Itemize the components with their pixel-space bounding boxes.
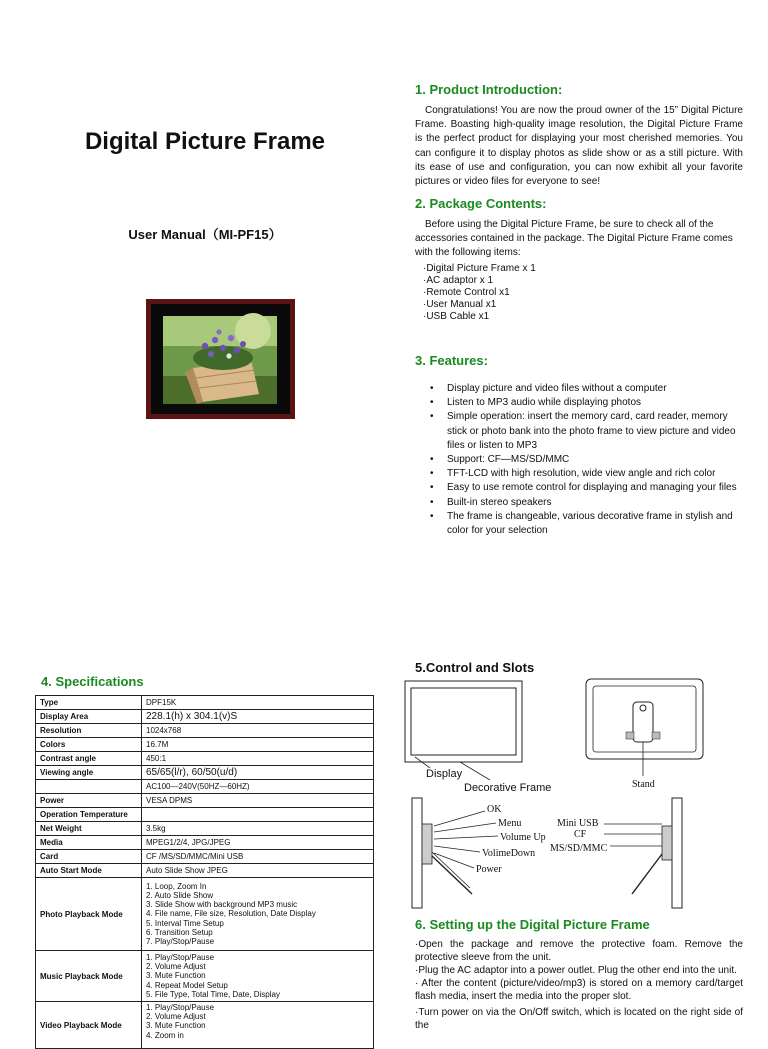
display-label: Display: [426, 768, 463, 780]
list-item: ·USB Cable x1: [423, 310, 490, 322]
list-item: ·Remote Control x1: [423, 286, 510, 298]
controls-heading: 5.Control and Slots: [415, 660, 535, 675]
package-list: [423, 263, 743, 323]
intro-text: Congratulations! You are now the proud owner of the 15” Digital Picture Frame. Boasting high-quality image resolution, the Digital Picture Frame is the perfect product for displaying your most cherished memories. You can configure it to display photos as slide show or as a still picture. With its ease of use and configuration, you can now exhibit all your favorite pictures or video files for everyone to see!: [415, 105, 743, 188]
bullet-icon: •: [430, 468, 434, 480]
list-item: • Simple operation: insert the memory card, card reader, memory stick or photo bank into the photo frame to view picture and video files or listen to MP3: [430, 411, 736, 451]
list-item: • Support: CF—MS/SD/MMC: [430, 453, 748, 467]
table-row: Media MPEG1/2/4, JPG/JPEG: [36, 836, 374, 850]
table-row: Operation Temperature: [36, 808, 374, 822]
bullet-icon: •: [430, 482, 434, 494]
page-title: Digital Picture Frame: [84, 128, 326, 155]
list-item: ·User Manual x1: [423, 298, 497, 310]
list-item: • TFT-LCD with high resolution, wide view angle and rich color: [430, 467, 748, 481]
setup-step: ·Turn power on via the On/Off switch, which is located on the right side of the: [415, 1007, 743, 1031]
table-row: Music Playback Mode 1. Play/Stop/Pause 2. Volume Adjust 3. Mute Function 4. Repeat Model Setup 5. File Type, Total Time, Date, Display: [36, 951, 374, 1002]
volume-up-label: Volume Up: [500, 832, 546, 843]
bullet-icon: •: [430, 411, 434, 423]
specs-table: [35, 695, 374, 1049]
list-item: • The frame is changeable, various decorative frame in stylish and color for your selection: [430, 510, 733, 537]
package-section: [415, 196, 743, 323]
features-list: [430, 382, 748, 538]
list-item: • Display picture and video files without a computer: [430, 382, 748, 396]
bullet-icon: •: [430, 454, 434, 466]
bullet-icon: •: [430, 397, 434, 409]
table-row: Viewing angle 65/65(l/r), 60/50(u/d): [36, 766, 374, 780]
table-row: Photo Playback Mode 1. Loop, Zoom In 2. Auto Slide Show 3. Slide Show with background MP3 music 4. File name, File size, Resolution, Date Display 5. Interval Time Setup 6. Transition Setup 7. Play/Stop/Pause: [36, 878, 374, 951]
product-photo: [146, 299, 295, 419]
volume-down-label: VolimeDown: [482, 848, 536, 859]
power-label: Power: [476, 864, 502, 875]
list-item: • Built-in stereo speakers: [430, 496, 748, 510]
table-row: Auto Start Mode Auto Slide Show JPEG: [36, 864, 374, 878]
table-row: AC100—240V(50HZ—60HZ): [36, 780, 374, 794]
setup-step: ·Plug the AC adaptor into a power outlet. Plug the other end into the unit.: [415, 965, 737, 976]
specs-heading: 4. Specifications: [41, 674, 144, 689]
table-row: Contrast angle 450:1: [36, 752, 374, 766]
list-item: ·AC adaptor x 1: [423, 274, 494, 286]
control-diagram: [400, 676, 730, 916]
intro-section: [415, 82, 743, 189]
table-row: Power VESA DPMS: [36, 794, 374, 808]
bullet-icon: •: [430, 510, 434, 522]
features-heading: 3. Features:: [415, 353, 488, 368]
intro-heading: 1. Product Introduction:: [415, 82, 563, 97]
table-row: Net Weight 3.5kg: [36, 822, 374, 836]
list-item: • Easy to use remote control for displaying and managing your files: [430, 481, 748, 495]
table-row: Card CF /MS/SD/MMC/Mini USB: [36, 850, 374, 864]
mini-usb-label: Mini USB: [557, 818, 599, 829]
list-item: ·Digital Picture Frame x 1: [423, 262, 536, 274]
table-row: Type DPF15K: [36, 696, 374, 710]
menu-label: Menu: [498, 818, 522, 829]
setup-step: · After the content (picture/video/mp3) is stored on a memory card/target flash media, insert the media into the proper slot.: [415, 978, 743, 1002]
cf-label: CF: [574, 829, 587, 840]
table-row: Display Area 228.1(h) x 304.1(v)S: [36, 710, 374, 724]
ms-sd-mmc-label: MS/SD/MMC: [550, 843, 608, 854]
manual-subtitle: User Manual（MI-PF15）: [128, 227, 282, 242]
ok-label: OK: [487, 804, 502, 815]
stand-label: Stand: [632, 779, 655, 790]
decorative-frame-label: Decorative Frame: [464, 782, 552, 794]
list-item: • Listen to MP3 audio while displaying photos: [430, 396, 748, 410]
setup-step: ·Open the package and remove the protective foam. Remove the protective sleeve from the unit.: [415, 939, 743, 963]
package-text: Before using the Digital Picture Frame, be sure to check all of the accessories contained in the package. The Digital Picture Frame comes with the following items:: [415, 219, 733, 259]
table-row: Colors 16.7M: [36, 738, 374, 752]
table-row: Video Playback Mode 1. Play/Stop/Pause 2. Volume Adjust 3. Mute Function 4. Zoom in: [36, 1002, 374, 1049]
flower-box-image: [163, 316, 277, 404]
table-row: Resolution 1024x768: [36, 724, 374, 738]
setup-heading: 6. Setting up the Digital Picture Frame: [415, 917, 650, 932]
package-heading: 2. Package Contents:: [415, 196, 547, 211]
bullet-icon: •: [430, 383, 434, 394]
setup-section: [415, 938, 743, 1031]
bullet-icon: •: [430, 496, 434, 508]
